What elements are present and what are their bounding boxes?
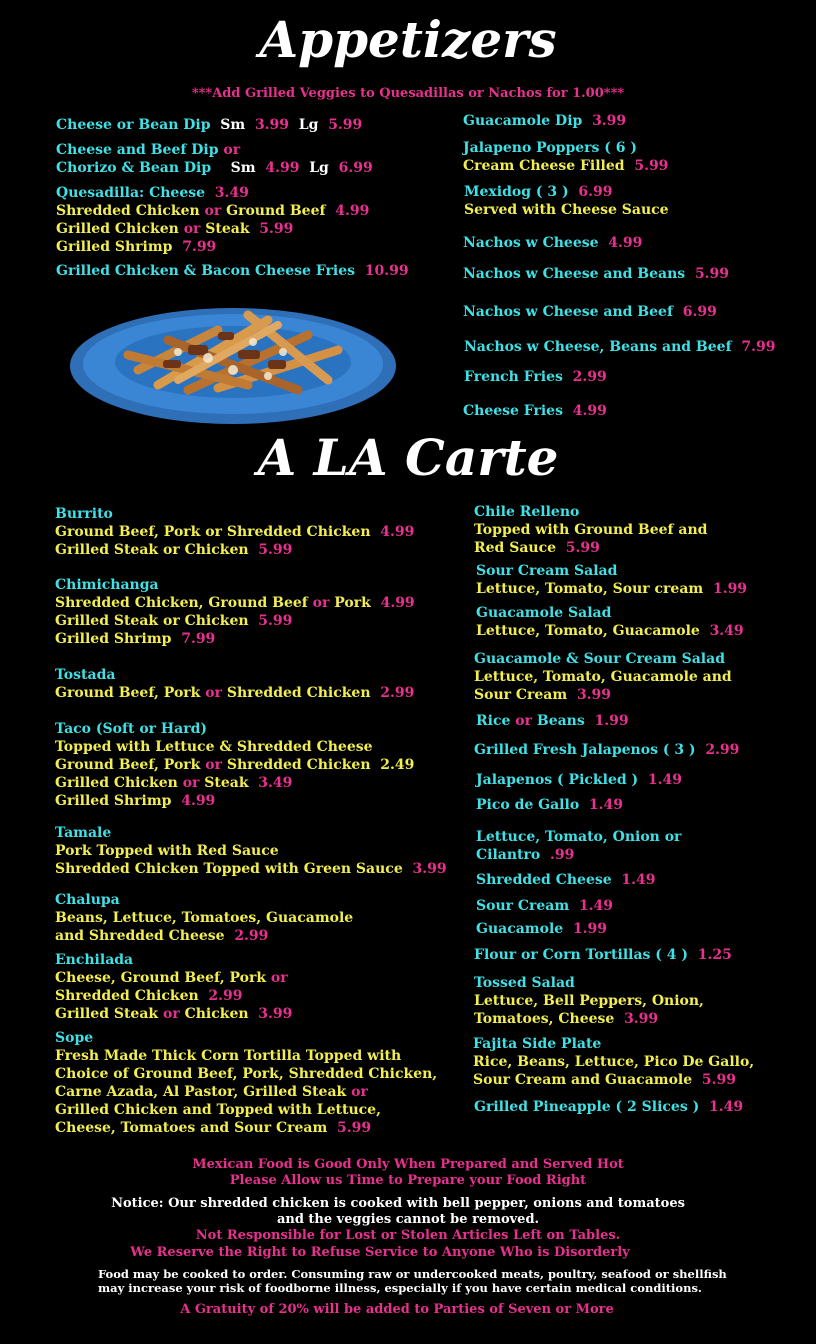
tamale: Tamale Pork Topped with Red Sauce Shredded Chicken Topped with Green Sauce 3.99 xyxy=(55,825,447,877)
nachos-cheese-beans: Nachos w Cheese and Beans 5.99 xyxy=(463,266,730,282)
taco: Taco (Soft or Hard) Topped with Lettuce & Shredded Cheese Ground Beef, Pork or Shredded Chicken 2.49 Grilled Chicken or Steak 3.49 Grilled Shrimp 4.99 xyxy=(55,721,415,809)
guac-sour-cream-salad: Guacamole & Sour Cream Salad Lettuce, Tomato, Guacamole and Sour Cream 3.99 xyxy=(474,651,732,703)
tossed-salad: Tossed Salad Lettuce, Bell Peppers, Onion, Tomatoes, Cheese 3.99 xyxy=(474,975,704,1027)
veggies-note: ***Add Grilled Veggies to Quesadillas or Nachos for 1.00*** xyxy=(191,86,625,101)
pico-de-gallo: Pico de Gallo 1.49 xyxy=(476,797,624,813)
cheese-beef-dip: Cheese and Beef Dip or Chorizo & Bean Dip Sm 4.99 Lg 6.99 xyxy=(56,142,373,176)
cheese-fries: Cheese Fries 4.99 xyxy=(463,403,607,419)
bacon-cheese-fries: Grilled Chicken & Bacon Cheese Fries 10.99 xyxy=(56,263,409,279)
cheese-bean-dip: Cheese or Bean Dip Sm 3.99 Lg 5.99 xyxy=(56,117,363,133)
footer-lost-articles: Not Responsible for Lost or Stolen Articles Left on Tables. xyxy=(195,1228,621,1243)
fries-plate-photo xyxy=(68,290,398,430)
fajita-side-plate: Fajita Side Plate Rice, Beans, Lettuce, Pico De Gallo, Sour Cream and Guacamole 5.99 xyxy=(473,1036,755,1088)
footer-raw-food-warning-2: may increase your risk of foodborne illness, especially if you have certain medical conditions. xyxy=(98,1281,702,1295)
sope: Sope Fresh Made Thick Corn Tortilla Topped with Choice of Ground Beef, Pork, Shredded Chicken, Carne Azada, Al Pastor, Grilled Steak or Grilled Chicken and Topped with Lettuce, Cheese, Tomatoes and Sour Cream 5.99 xyxy=(55,1030,438,1136)
rice-or-beans: Rice or Beans 1.99 xyxy=(476,713,629,729)
quesadilla: Quesadilla: Cheese 3.49 Shredded Chicken or Ground Beef 4.99 Grilled Chicken or Steak 5.99 Grilled Shrimp 7.99 xyxy=(56,185,370,255)
guacamole-salad: Guacamole Salad Lettuce, Tomato, Guacamole 3.49 xyxy=(476,605,744,639)
nachos-supreme: Nachos w Cheese, Beans and Beef 7.99 xyxy=(464,339,776,355)
guacamole-dip: Guacamole Dip 3.99 xyxy=(463,113,627,129)
chile-relleno: Chile Relleno Topped with Ground Beef and Red Sauce 5.99 xyxy=(474,504,708,556)
jalapeno-poppers: Jalapeno Poppers ( 6 ) Cream Cheese Filled 5.99 xyxy=(463,140,669,174)
grilled-pineapple: Grilled Pineapple ( 2 Slices ) 1.49 xyxy=(474,1099,744,1115)
footer-chicken-notice: Notice: Our shredded chicken is cooked with bell pepper, onions and tomatoes xyxy=(111,1196,685,1211)
enchilada: Enchilada Cheese, Ground Beef, Pork or Shredded Chicken 2.99 Grilled Steak or Chicken 3.99 xyxy=(55,952,293,1022)
french-fries: French Fries 2.99 xyxy=(464,369,607,385)
pickled-jalapenos: Jalapenos ( Pickled ) 1.49 xyxy=(476,772,682,788)
alacarte-title: A LA Carte xyxy=(257,428,559,487)
footer-raw-food-warning-1: Food may be cooked to order. Consuming raw or undercooked meats, poultry, seafood or shellfish xyxy=(98,1267,727,1281)
guacamole: Guacamole 1.99 xyxy=(476,921,608,937)
footer-time-notice: Please Allow us Time to Prepare your Food Right xyxy=(229,1173,587,1188)
footer-hot-notice: Mexican Food is Good Only When Prepared and Served Hot xyxy=(192,1157,624,1172)
tostada: Tostada Ground Beef, Pork or Shredded Chicken 2.99 xyxy=(55,667,415,701)
lettuce-tomato-onion: Lettuce, Tomato, Onion or Cilantro .99 xyxy=(476,829,682,863)
shredded-cheese: Shredded Cheese 1.49 xyxy=(476,872,656,888)
grilled-jalapenos: Grilled Fresh Jalapenos ( 3 ) 2.99 xyxy=(474,742,740,758)
nachos-cheese-beef: Nachos w Cheese and Beef 6.99 xyxy=(463,304,717,320)
footer-veggies-notice: and the veggies cannot be removed. xyxy=(276,1212,540,1227)
appetizers-title: Appetizers xyxy=(259,10,557,69)
nachos-cheese: Nachos w Cheese 4.99 xyxy=(463,235,643,251)
tortillas: Flour or Corn Tortillas ( 4 ) 1.25 xyxy=(474,947,732,963)
footer-gratuity: A Gratuity of 20% will be added to Parties of Seven or More xyxy=(180,1302,614,1317)
mexidog: Mexidog ( 3 ) 6.99 Served with Cheese Sauce xyxy=(464,184,669,218)
burrito: Burrito Ground Beef, Pork or Shredded Chicken 4.99 Grilled Steak or Chicken 5.99 xyxy=(55,506,415,558)
footer-refuse-service: We Reserve the Right to Refuse Service to Anyone Who is Disorderly xyxy=(130,1245,630,1260)
sour-cream: Sour Cream 1.49 xyxy=(476,898,614,914)
sour-cream-salad: Sour Cream Salad Lettuce, Tomato, Sour cream 1.99 xyxy=(476,563,748,597)
chimichanga: Chimichanga Shredded Chicken, Ground Beef or Pork 4.99 Grilled Steak or Chicken 5.99 Grilled Shrimp 7.99 xyxy=(55,577,415,647)
chalupa: Chalupa Beans, Lettuce, Tomatoes, Guacamole and Shredded Cheese 2.99 xyxy=(55,892,354,944)
